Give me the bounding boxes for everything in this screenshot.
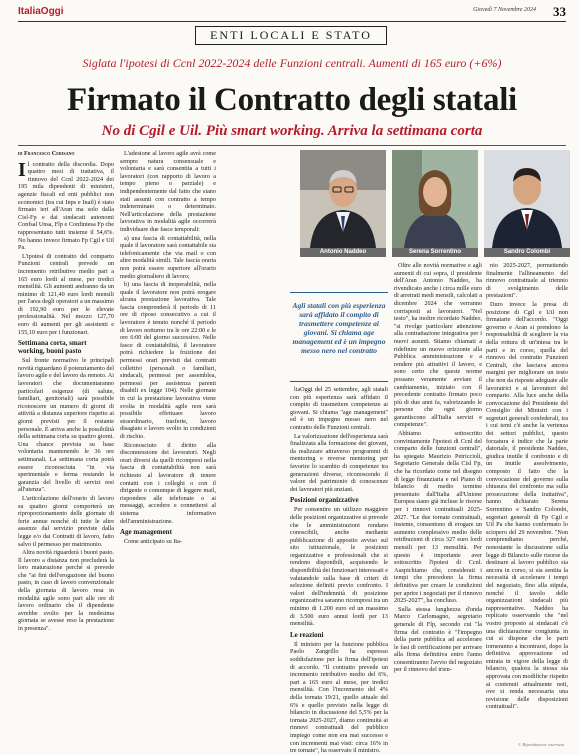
dropcap: I [18, 158, 26, 181]
article-column-3-text: liaOggi del 25 settembre, agli statali con più esperienza sarà affidato il compito di trasmettere competenze ai giovani. Si chiama "age management" ed è un impegno messo nero nel contratto delle Funzioni centrali. La valorizzazione dell'esperienza sarà finalizzata alla formazione dei giovani, da realizzare attraverso programmi di mentoring e reverse mentoring per favorire lo scambio di competenze tra generazioni diverse, riconoscendo il valore del patrimonio di conoscenze dei lavoratori più anziani. Posizioni organizzative Per consentire un utilizzo maggiore delle posizioni organizzative si prevede che le amministrazioni rendano conoscibili, anche mediante pubblicazione di apposito avviso sul sito istituzionale, le posizioni organizzative e professionali che si rendono disponibili, acquisendo le disponibilità dei funzionari interessati e valutandole sulla base di criteri di selezione definiti previo confronto. I valori dell'indennità di posizione organizzativa saranno ricompresi tra un minimo di 1.200 euro ed un massimo di 3.500 euro annui lordi per 13 mensilità. Le reazioni Il ministro per la funzione pubblica Paolo Zangrillo ha espresso soddisfazione per la firma dell'ipotesi di accordo. "Il contratto prevede un incremento retributivo medio del 6%, pari a 165 euro al mese, per tredici mensilità. Con l'incremento del 4% della tornata 19/21, quello attuale del 6% e quello previsto nella legge di bilancio in discussione del 5,5% per la tornata 2025-2027, diamo continuità ai rinnovi contrattuali del pubblico impiego come non era mai successo e con incrementi mai visti: circa 16% in tre tornate", ha osservato il ministro. [290, 386, 388, 755]
subheading: Settimana corta, smart working, buoni pasto [18, 339, 87, 356]
section-label: ENTI LOCALI E STATO [195, 26, 387, 45]
photo-caption: Antonio Naddeo [300, 248, 386, 257]
subheadline: No di Cgil e Uil. Più smart working. Arriva la settimana corta [101, 123, 483, 139]
masthead [18, 6, 566, 20]
headline-rule [18, 145, 566, 146]
copyright-note: © Riproduzione riservata [518, 742, 564, 747]
photo-caption: Serena Sorrentino [392, 248, 478, 257]
article-column-1: di Francesco Cerisano Il contratto della discordia. Dopo quattro mesi di trattativa, il rinnovo del Ccnl 2022-2024 dei 195 mila dipendenti di ministeri, agenzie fiscali ed enti pubblici non economici (tra cui Inps e Inail) è stato firmato ieri all'Aran ma solo dalla Cisl-Fp e dai sindacati autonomi Confsal Unsa, Flp e Confintesa Fp che rappresentano tutti insieme il 54,6%. No hanno invece firmato Fp Cgil e Uil Pa. L'ipotesi di contratto del comparto Funzioni centrali prevede un incremento retributivo medio pari a 165 euro lordi al mese, per tredici mensilità. Gli aumenti andranno da un minimo di 121,40 euro lordi mensili per l'area degli operatori a un massimo di 192,90 euro per le elevate professionalità. Nel mezzo 127,70 euro di aumenti per gli assistenti e 155,10 euro per i funzionari. Settimana corta, smart working, buoni pasto Sul fronte normativo le principali novità riguardano il potenziamento del lavoro agile e del lavoro da remoto. Ai lavoratori che documentaranno particolari esigenze (di salute, familiari, genitoriali) sarà possibile riconoscere un numero di giorni di attività a distanza superiore rispetto ai giorni previsti per il restante personale. È arriva anche la possibilità della settimana corta su quattro giorni. Una chance prevista su base volontaria mantenendo le 36 ore settimanali. La settimana corta potrà essere riconosciuta "in via sperimentale e ferma restando la garanzia del livello di servizi resi all'utenza". L'articolazione dell'orario di lavoro su quattro giorni comporterà un riproporzionamento delle giornate di ferie annue nonché di tutte le altre assenze dal servizio previste dalla legge e/o dai Contratti di lavoro, fatto salvo il permesso per matrimonio. Altra novità riguarderà i buoni pasto. Il lavoro a distanza non precluderà la loro maturazione perché si prevede che "ai fini dell'erogazione del buono pasto, in caso di lavoro convenzionale della giornata di lavoro resa in modalità agile sono pari alle ore di lavoro ordinario che il dipendente avrebbe svolto per la medesima giornata se avesse reso la prestazione in presenza". [18, 150, 114, 633]
newspaper-logo: ItaliaOggi [18, 6, 64, 17]
article-column-4: Oltre alle novità normative e agli aumenti di cui sopra, il presidente dell'Aran Antonio Naddeo, ha rivendicato anche i circa mille euro di arretrati medi mensili, calcolati a dicembre 2024 che verranno corrisposti ai lavoratori. "Nel testo", ha inoltre ricordato Naddeo, "si rivolge particolare attenzione alla contrattazione integrativa per i nuovi assunti. Stiamo chiamati a ridefinire un nuovo orizzonte alla Pubblica amministrazione e a rendere più attrattivi il lavoro, e sono certo che queste norme possano veramente avviare il cambiamento, iniziato con il precedente contratto firmato poco più di due anni fa, valorizzando le persone che ogni giorno garantiscono all'Italia servizi e competenze". Abbiamo sottoscritto convintamente l'ipotesi di Ccnl del comparto delle funzioni centrali", ha spiegato Maurizio Petriccioli, Segretario Generale della Cisl Fp, che ha ricordato come nel disegno di legge finanziaria e nel Piano di bilancio di medio termine presentato dall'Italia all'Unione Europea siano già incluse le risorse per i rinnovi contrattuali 2025-2027. "Le due tornate contrattuali, insieme, consentono di erogare un aumento complessivo medio delle retribuzioni di circa 327 euro lordi mensili per 13 mensilità. Per questo è importante aver sottoscritto l'ipotesi di Ccnl. Auspichiamo che, considerati i tempi che precedono la firma definitiva per creare le condizioni per aprire i negoziati per il rinnovo 2025-2027", ha concluso. Sulla stessa lunghezza d'onda Marco Carlomagno, segretario generale di Flp, secondo cui "la firma del contratto è "l'impegno della parte pubblica ad accelerare le fasi di certificazione per arrivare alla firma definitiva entro l'anno consentiranno l'avvio del negoziato per il rinnovo del trien- [394, 262, 482, 674]
subheading: Le reazioni [290, 630, 324, 639]
byline: di Francesco Cerisano [18, 150, 75, 157]
portrait-woman-icon [392, 150, 478, 248]
subheading: Posizioni organizzative [290, 496, 359, 505]
photo-caption: Sandro Colombi [484, 248, 570, 257]
article-column-3 [222, 150, 286, 296]
portrait-man-glasses-icon [300, 150, 386, 248]
photo-sandro-colombi [484, 150, 570, 248]
pull-quote: Agli statali con più esperienza sarà affidato il compito di trasmettere competenze ai giovani. Si chiama age management ed è un impegno messo nero nel contratto [290, 292, 388, 382]
article-column-5: nio 2025-2027, permettendo finalmente l'allineamento del rinnovo contrattuale al triennio di svolgimento delle prestazioni". Duro invece la presa di posizione di Cgil e Uil non firmatarie dell'accordo. "Oggi governo e Aran si prendono la responsabilità di scegliere la via della rottura di un'intesa tra le parti e in corso, quella del rinnovo del contratto Funzioni Centrali, che lasciava ancora margini per migliorare un testo che non da risposte adeguate alle lavoratrici e ai lavoratori del comparto. Alla luce anche della convocazione del Presidente del Consiglio dei Ministri con i segretari generali confederali, tra i cui temi c'è anche la vertenza dei settori pubblici, questo forzatura è indice che la parte datoriale, il presidente Naddeo, giudica inutile il confronto e di un inutile assolvimento, composto il fatto che la convocazione del governo sulla chiusura del confronto ma sulla prosecuzione della trattativa", hanno dichiarato Serena Sorrentino e Sandro Colombi, segretari generali di Fp Cgil e Uil Pa che hanno confermato lo sciopero del 29 novembre. "Non comprendiamo perché, nonostante la discussione sulla legge di Bilancio sulle risorse da destinare al lavoro pubblico sia ancora in corso, si sia sentita la necessità di accelerare i tempi del negoziato, fino alla stipula, nonché il tavolo delle organizzazioni sindacali più rappresentative. Naddeo ha replicato osservando che "nel vostro proposto ai sindacati c'è una dichiarazione congiunta in cui si dispone che le parti torneranno a incontrarsi, dopo la definitiva approvazione ed entrata in vigore della legge di bilancio, qualora la stessa sia approvata con modifiche rispetto ai contenuti attualmente noti, ove si renda necessaria una revisione delle disposizioni contrattuali". [486, 262, 568, 711]
issue-date: Giovedì 7 Novembre 2024 [473, 7, 536, 13]
author-name: Francesco Cerisano [24, 150, 75, 157]
photo-serena-sorrentino [392, 150, 478, 248]
subheading: Age management [120, 528, 172, 537]
headline: Firmato il Contratto degli statali [67, 82, 517, 118]
kicker: Siglata l'ipotesi di Ccnl 2022-2024 delle Funzioni centrali. Aumenti di 165 euro (+6%) [82, 56, 502, 70]
article-column-2: L'adesione al lavoro agile avrà come sempre natura consensuale e volontaria e sarà consentita a tutti i lavoratori (con rapporto di lavoro a tempo pieno o parziale) e indipendentemente dal fatto che siano stati assunti con contratto a tempo indeterminato o determinato. Nell'articolazione della prestazione lavorativa in modalità agile occorrerà individuare due fasce temporali: a) una fascia di contattabilità, nella quale il lavoratore sarà contattabile sia telefonicamente che via mail o con altre modalità simili. Tale fascia oraria non potrà essere superiore all'orario medio giornaliero di lavoro; b) una fascia di inoperabilità, nella quale il lavoratore non potrà erogare alcuna prestazione lavorativa. Tale fascia comprenderà il periodo di 11 ore di riposo consecutivo a cui il lavoratore è tenuto nonché il periodo di lavoro notturno tra le ore 22:00 e le ore 6:00 del giorno successivo. Nelle fasce di contattabilità, il lavoratore potrà richiedere la fruizione dei permessi orari previsti dai contratti collettivi (personali o familiari, sindacali, permessi per assemblea, permessi per assistenza parenti disabili ex legge 104). Nelle giornate in cui la prestazione lavorativa viene svolta in modalità agile non sarà possibile effettuare lavoro straordinario, trasferte, lavoro disagiato e lavoro svolto in condizioni di rischio. Riconosciuto il diritto alla disconnessione dei lavoratori. Negli orari diversi da quelli ricompresi nella fascia di contattabilità non sarà richiesto al lavoratore di tenere contatti con i colleghi o con il dirigente o comunque di leggere mail, rispondere alle telefonate o ai messaggi, accedere e connettersi al sistema informativo dell'amministrazione. Age management Come anticipato su Ita- [120, 150, 216, 546]
page-number: 33 [553, 4, 566, 19]
photo-antonio-naddeo [300, 150, 386, 248]
top-rule [18, 21, 566, 22]
portrait-man-dark-suit-icon [484, 150, 570, 248]
